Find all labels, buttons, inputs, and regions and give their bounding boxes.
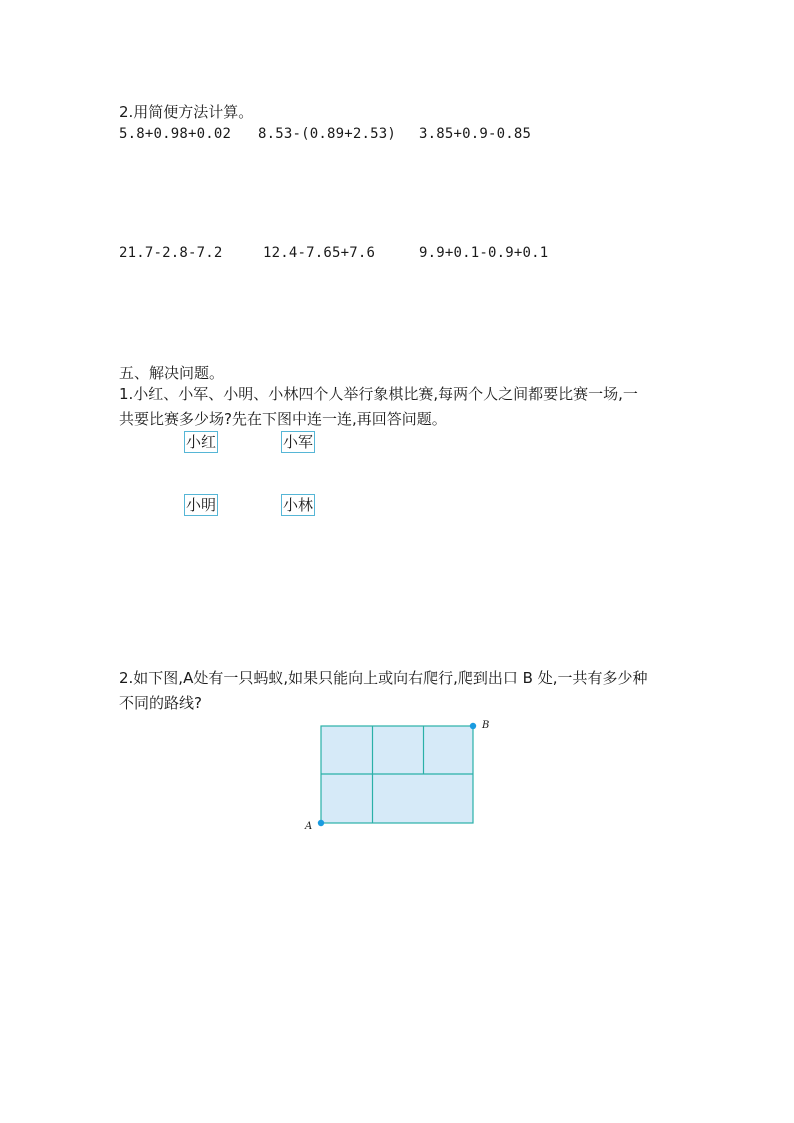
q2-text-line-2: 不同的路线? [119,694,202,712]
calc-item-5: 12.4-7.65+7.6 [263,245,376,261]
name-box-xiaoming[interactable]: 小明 [186,496,217,514]
name-box-xiaojun[interactable]: 小军 [283,433,314,451]
name-box-xiaolin[interactable]: 小林 [283,496,314,514]
point-b [470,723,476,729]
calc-item-2: 8.53-(0.89+2.53) [258,126,397,142]
calc-item-1: 5.8+0.98+0.02 [119,126,232,142]
label-b: B [482,720,490,731]
route-grid-diagram [300,712,500,832]
point-a [318,820,324,826]
name-box-xiaohong[interactable]: 小红 [186,433,217,451]
label-a: A [305,821,313,832]
calc-item-6: 9.9+0.1-0.9+0.1 [419,245,549,261]
calc-item-3: 3.85+0.9-0.85 [419,126,532,142]
section-5-title: 五、解决问题。 [119,364,225,382]
q1-text-line-1: 1.小红、小军、小明、小林四个人举行象棋比赛,每两个人之间都要比赛一场,一 [119,385,638,403]
calc-item-4: 21.7-2.8-7.2 [119,245,223,261]
q1-text-line-2: 共要比赛多少场?先在下图中连一连,再回答问题。 [119,410,447,428]
q2-text-line-1: 2.如下图,A处有一只蚂蚁,如果只能向上或向右爬行,爬到出口 B 处,一共有多少种 [119,669,648,687]
section-2-title: 2.用简便方法计算。 [119,103,254,121]
